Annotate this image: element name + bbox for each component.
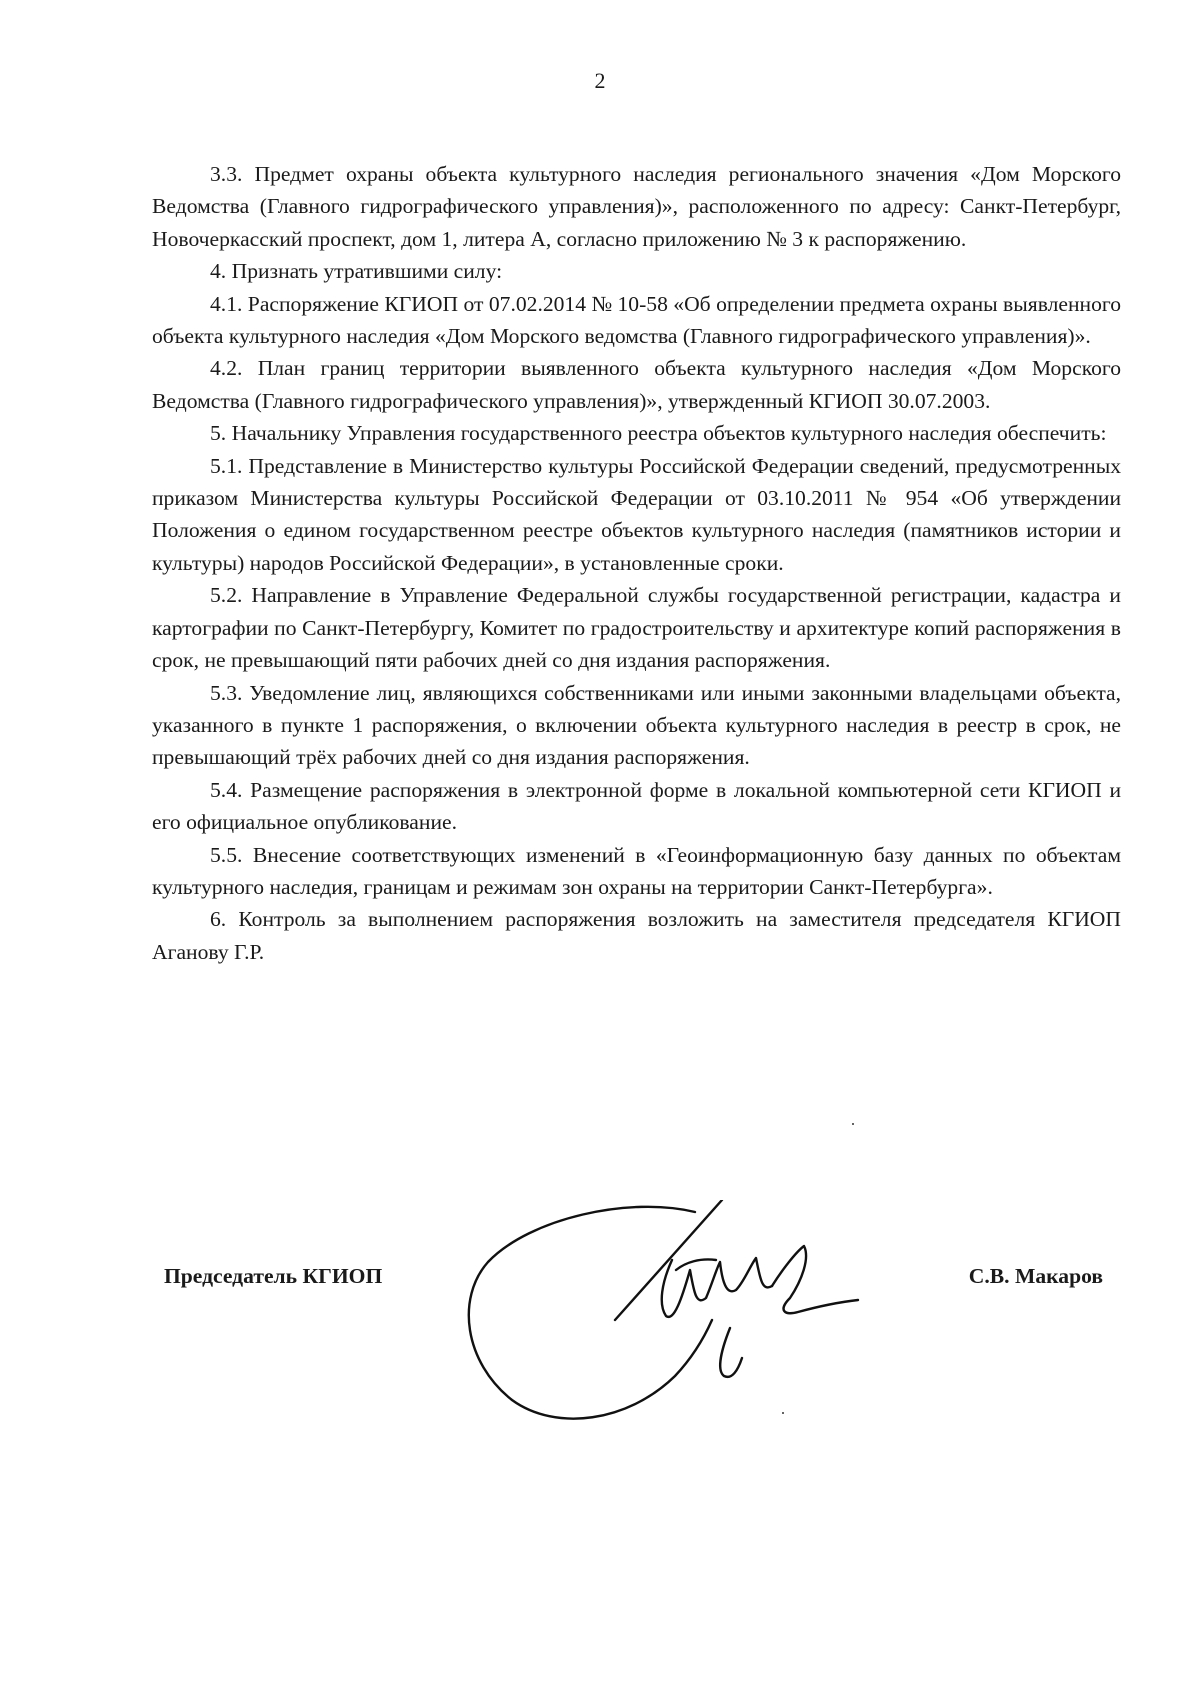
page-number: 2 [594, 68, 606, 93]
paragraph-5-1: 5.1. Представление в Министерство культуры Российской Федерации сведений, предусмотренных приказом Министерства культуры Российской Федерации от 03.10.2011 № 954 «Об утверждении Положения о едином государственном реестре объектов культурного наследия (памятников истории и культуры) народов Российской Федерации», в установленные сроки. [152, 453, 1121, 575]
paragraph-6: 6. Контроль за выполнением распоряжения возложить на заместителя председателя КГИОП Аганову Г.Р. [152, 907, 1121, 964]
signer-title: Председатель КГИОП [164, 1264, 383, 1288]
handwritten-signature [460, 1200, 900, 1435]
paragraph-4-2: 4.2. План границ территории выявленного объекта культурного наследия «Дом Морского Ведомства (Главного гидрографического управления)», утвержденный КГИОП 30.07.2003. [152, 356, 1121, 413]
paragraph-5-5: 5.5. Внесение соответствующих изменений в «Геоинформационную базу данных по объектам культурного наследия, границам и режимам зон охраны на территории Санкт-Петербурга». [152, 842, 1121, 899]
paragraph-4: 4. Признать утратившими силу: [210, 259, 503, 284]
document-body [152, 158, 1121, 968]
paragraph-5-3: 5.3. Уведомление лиц, являющихся собственниками или иными законными владельцами объекта, указанного в пункте 1 распоряжения, о включении объекта культурного наследия в реестр в срок, не превышающий трёх рабочих дней со дня издания распоряжения. [152, 680, 1121, 770]
scan-speck [782, 1412, 784, 1414]
paragraph-5: 5. Начальнику Управления государственного реестра объектов культурного наследия обеспечить: [210, 421, 1107, 446]
scan-speck [852, 1123, 854, 1125]
signer-name: С.В. Макаров [968, 1264, 1103, 1288]
paragraph-3-3: 3.3. Предмет охраны объекта культурного наследия регионального значения «Дом Морского Ведомства (Главного гидрографического управления)», расположенного по адресу: Санкт-Петербург, Новочеркасский проспект, дом 1, литера А, согласно приложению № 3 к распоряжению. [152, 162, 1121, 251]
paragraph-5-2: 5.2. Направление в Управление Федеральной службы государственной регистрации, кадастра и картографии по Санкт-Петербургу, Комитет по градостроительству и архитектуре копий распоряжения в срок, не превышающий пяти рабочих дней со дня издания распоряжения. [152, 583, 1121, 673]
paragraph-4-1: 4.1. Распоряжение КГИОП от 07.02.2014 № 10-58 «Об определении предмета охраны выявленного объекта культурного наследия «Дом Морского ведомства (Главного гидрографического управления)». [152, 291, 1121, 349]
paragraph-5-4: 5.4. Размещение распоряжения в электронной форме в локальной компьютерной сети КГИОП и его официальное опубликование. [152, 777, 1121, 835]
